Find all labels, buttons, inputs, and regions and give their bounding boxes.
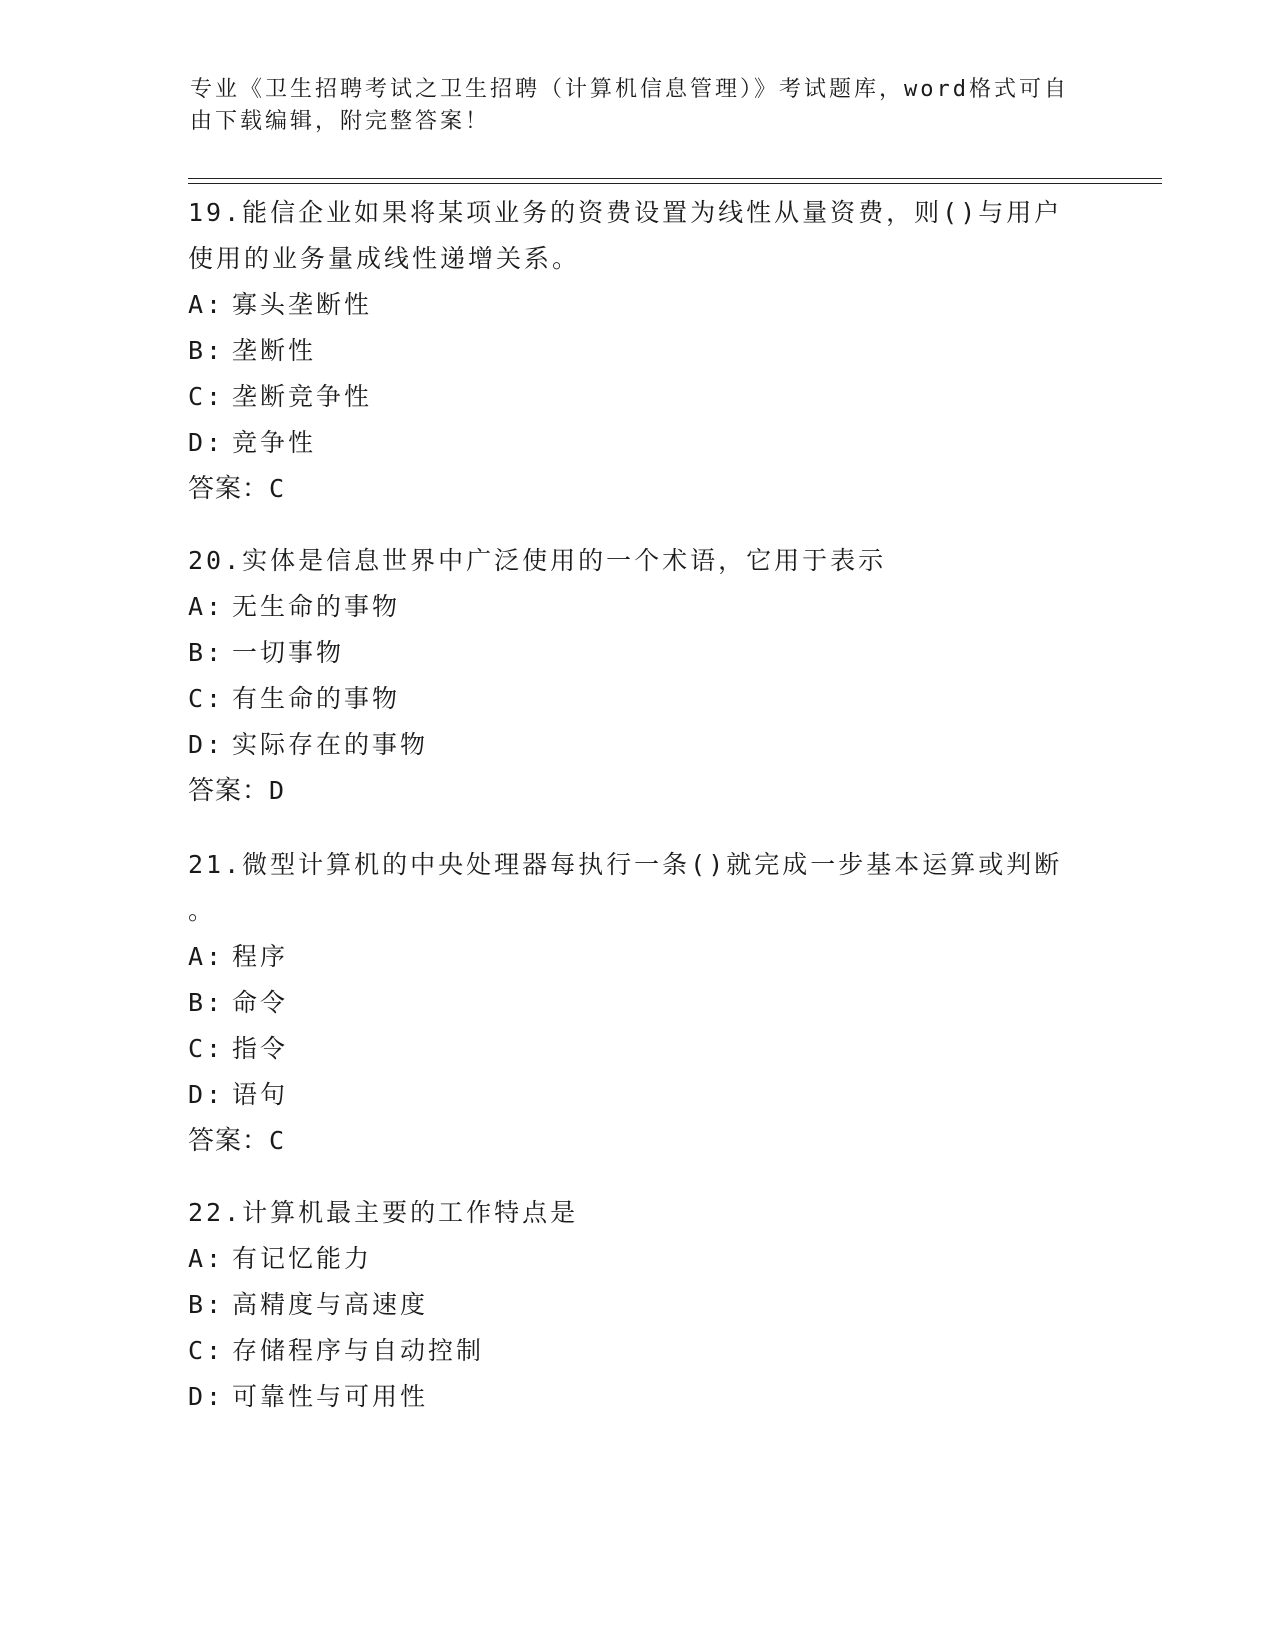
option-text: 寡头垄断性	[232, 290, 373, 319]
question-19	[188, 190, 1088, 512]
option-c	[188, 1026, 1088, 1072]
answer-label: 答案：	[188, 474, 270, 504]
option-key: A:	[188, 290, 225, 319]
option-text: 实际存在的事物	[232, 730, 429, 759]
header-line-1: 专业《卫生招聘考试之卫生招聘（计算机信息管理）》考试题库，word格式可自	[190, 77, 1069, 102]
option-text: 有生命的事物	[232, 684, 401, 713]
option-key: A:	[188, 1244, 225, 1273]
option-c	[188, 1328, 1088, 1374]
option-key: D:	[188, 1382, 225, 1411]
answer-value: D	[269, 776, 286, 805]
option-key: B:	[188, 336, 225, 365]
question-21	[188, 842, 1088, 1164]
option-c	[188, 676, 1088, 722]
option-c	[188, 374, 1088, 420]
question-stem: 22.计算机最主要的工作特点是	[188, 1198, 579, 1227]
option-a	[188, 934, 1088, 980]
option-text: 有记忆能力	[232, 1244, 373, 1273]
option-b	[188, 328, 1088, 374]
question-stem-continued: 。	[188, 896, 217, 925]
header-rule-top	[188, 178, 1162, 179]
option-d	[188, 722, 1088, 768]
answer-value: C	[269, 1126, 286, 1155]
option-key: D:	[188, 428, 225, 457]
option-key: C:	[188, 1336, 225, 1365]
option-key: C:	[188, 684, 225, 713]
option-text: 一切事物	[232, 638, 345, 667]
option-key: C:	[188, 1034, 225, 1063]
option-text: 命令	[232, 988, 289, 1017]
option-d	[188, 1374, 1088, 1420]
option-key: B:	[188, 638, 225, 667]
question-stem: 19.能信企业如果将某项业务的资费设置为线性从量资费，则()与用户	[188, 198, 1063, 227]
question-20	[188, 538, 1088, 814]
option-a	[188, 282, 1088, 328]
option-text: 指令	[232, 1034, 289, 1063]
answer-line	[188, 1118, 1088, 1164]
option-text: 垄断性	[232, 336, 317, 365]
answer-label: 答案：	[188, 776, 270, 806]
option-d	[188, 420, 1088, 466]
option-a	[188, 584, 1088, 630]
answer-value: C	[269, 474, 286, 503]
option-text: 程序	[232, 942, 289, 971]
option-key: A:	[188, 942, 225, 971]
option-text: 无生命的事物	[232, 592, 401, 621]
option-b	[188, 630, 1088, 676]
option-key: B:	[188, 1290, 225, 1319]
option-key: C:	[188, 382, 225, 411]
option-text: 竞争性	[232, 428, 317, 457]
document-header	[190, 74, 1090, 138]
answer-label: 答案：	[188, 1126, 270, 1156]
question-stem: 20.实体是信息世界中广泛使用的一个术语，它用于表示	[188, 546, 887, 575]
option-key: D:	[188, 730, 225, 759]
option-text: 存储程序与自动控制	[232, 1336, 485, 1365]
option-text: 高精度与高速度	[232, 1290, 429, 1319]
option-key: A:	[188, 592, 225, 621]
option-d	[188, 1072, 1088, 1118]
header-line-2: 由下载编辑，附完整答案！	[190, 109, 491, 134]
question-stem-continued: 使用的业务量成线性递增关系。	[188, 244, 581, 273]
option-text: 语句	[232, 1080, 289, 1109]
option-text: 可靠性与可用性	[232, 1382, 429, 1411]
option-b	[188, 1282, 1088, 1328]
option-key: B:	[188, 988, 225, 1017]
answer-line	[188, 466, 1088, 512]
option-a	[188, 1236, 1088, 1282]
question-22	[188, 1190, 1088, 1420]
header-rule-bottom	[188, 183, 1162, 184]
option-key: D:	[188, 1080, 225, 1109]
answer-line	[188, 768, 1088, 814]
option-text: 垄断竞争性	[232, 382, 373, 411]
question-stem: 21.微型计算机的中央处理器每执行一条()就完成一步基本运算或判断	[188, 850, 1063, 879]
option-b	[188, 980, 1088, 1026]
